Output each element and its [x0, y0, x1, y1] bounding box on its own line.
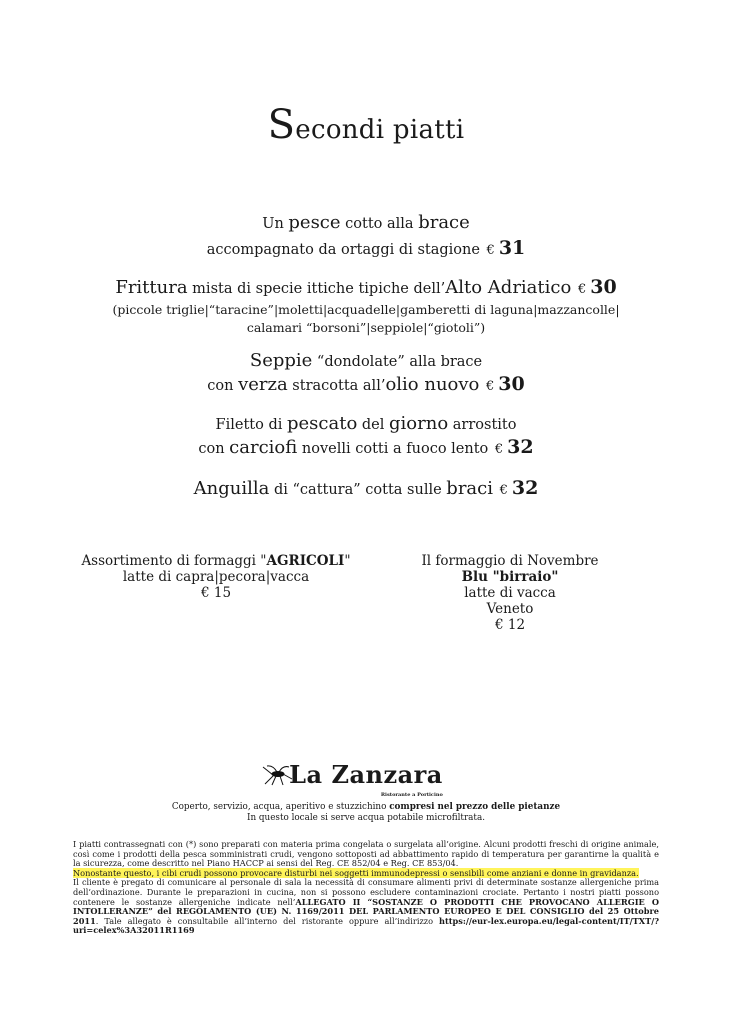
restaurant-logo: La Zanzara Ristorante a Porticino [0, 760, 732, 789]
cover-charge-note: Coperto, servizio, acqua, aperitivo e stuzzichino compresi nel prezzo delle pietanze In questo locale si serve acqua potabile microfiltrata. [171, 802, 561, 823]
dish-pesce-brace: Un pesce cotto alla brace accompagnato da ortaggi di stagione € 31 [206, 212, 526, 259]
dish-filetto: Filetto di pescato del giorno arrostito con carciofi novelli cotti a fuoco lento € 32 [198, 413, 534, 458]
dish-seppie: Seppie “dondolate” alla brace con verza stracotta all’olio nuovo € 30 [207, 350, 525, 395]
mosquito-icon [259, 764, 293, 786]
dish-frittura: Frittura mista di specie ittiche tipiche dell’Alto Adriatico € 30 (piccole triglie|“taracine”|moletti|acquadelle|gamberetti di laguna|mazzancolle| calamari “borsoni”|seppiole|“giotoli”) [112, 276, 620, 335]
cheese-of-month: Il formaggio di Novembre Blu "birraio" latte di vacca Veneto € 12 [421, 553, 599, 633]
dish-anguilla: Anguilla di “cattura” cotta sulle braci € 32 [193, 477, 539, 499]
cheese-assortment: Assortimento di formaggi "AGRICOLI" latte di capra|pecora|vacca € 15 [81, 553, 351, 601]
page-title: Secondi piatti [267, 102, 465, 148]
allergen-notes: I piatti contrassegnati con (*) sono preparati con materia prima congelata o surgelata all’origine. Alcuni prodotti freschi di origine animale, così come i prodotti della pesca somministrati crudi, vengono sottoposti ad abbattimento rapido di temperatura per garantirne la qualità e la sicurezza, come descritto nel Piano HACCP ai sensi del Reg. CE 852/04 e Reg. CE 853/04. Nonostante questo, i cibi crudi possono provocare disturbi nei soggetti immunodepressi o sensibili come anziani e donne in gravidanza. Il cliente è pregato di comunicare al personale di sala la necessità di consumare alimenti privi di determinate sostanze allergeniche prima dell’ordinazione. Durante le preparazioni in cucina, non si possono escludere contaminazioni crociate. Pertanto i nostri piatti possono contenere le sostanze allergeniche indicate nell’ALLEGATO II “SOSTANZE O PRODOTTI CHE PROVOCANO ALLERGIE O INTOLLERANZE” del REGOLAMENTO (UE) N. 1169/2011 DEL PARLAMENTO EUROPEO E DEL CONSIGLIO del 25 Ottobre 2011. Tale allegato è consultabile all’interno del ristorante oppure all’indirizzo https://eur-lex.europa.eu/legal-content/IT/TXT/?uri=celex%3A32011R1169 [73, 839, 659, 936]
